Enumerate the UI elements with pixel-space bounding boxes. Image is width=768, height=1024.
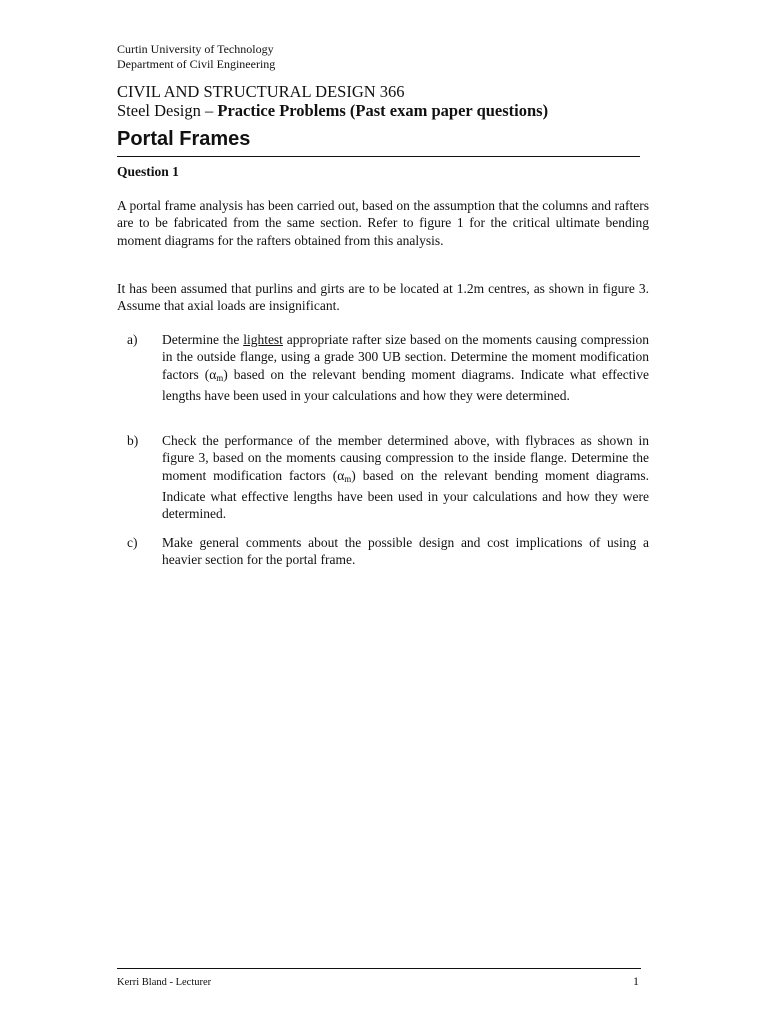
- alpha-symbol: α: [209, 366, 217, 382]
- item-text: [162, 432, 649, 522]
- item-marker: b): [127, 433, 139, 448]
- question-paragraph-2: It has been assumed that purlins and girts are to be located at 1.2m centres, as shown in figure 3. Assume that axial loads are insignificant.: [117, 281, 649, 314]
- subtitle-bold: Practice Problems (Past exam paper questions): [217, 101, 549, 120]
- item-text-part: ) based on the relevant bending moment diagrams. Indicate what effective lengths have been used in your calculations and how they were determined.: [162, 366, 649, 403]
- alpha-symbol: α: [337, 467, 345, 483]
- question-paragraph-1: A portal frame analysis has been carried out, based on the assumption that the columns and rafters are to be fabricated from the same section. Refer to figure 1 for the critical ultimate bending moment diagrams for the rafters obtained from this analysis.: [117, 198, 649, 248]
- item-text: Make general comments about the possible design and cost implications of using a heavier section for the portal frame.: [162, 535, 649, 568]
- item-marker: c): [127, 535, 138, 550]
- section-title: Portal Frames: [117, 128, 251, 150]
- item-text-part: Determine the: [162, 332, 244, 347]
- question-label: Question 1: [117, 164, 179, 179]
- underlined-word: lightest: [243, 332, 283, 347]
- item-marker: a): [127, 332, 138, 347]
- alpha-subscript: m: [344, 473, 352, 484]
- university-name: Curtin University of Technology: [117, 42, 274, 56]
- item-text-part: appropriate rafter size based on the moments causing compression in the outside flange, using a grade 300 UB section. Determine the moment modification factors (: [162, 332, 650, 382]
- alpha-subscript: m: [216, 372, 224, 383]
- page-number: 1: [633, 974, 639, 988]
- course-subtitle: [117, 101, 548, 121]
- footer-author: Kerri Bland - Lecturer: [117, 977, 212, 988]
- footer-rule: [117, 968, 641, 969]
- title-underline-rule: [117, 156, 640, 157]
- course-title: CIVIL AND STRUCTURAL DESIGN 366: [117, 82, 405, 101]
- department-name: Department of Civil Engineering: [117, 57, 276, 71]
- subtitle-plain: Steel Design –: [117, 101, 218, 120]
- institution-header: [117, 42, 275, 72]
- item-text: [162, 331, 649, 404]
- item-text-part: Check the performance of the member determined above, with flybraces as shown in figure 3, based on the moments causing compression to the inside flange. Determine the moment modification factors (: [162, 433, 649, 483]
- item-text-part: ) based on the relevant bending moment diagrams. Indicate what effective lengths have been used in your calculations and how they were determined.: [162, 467, 650, 522]
